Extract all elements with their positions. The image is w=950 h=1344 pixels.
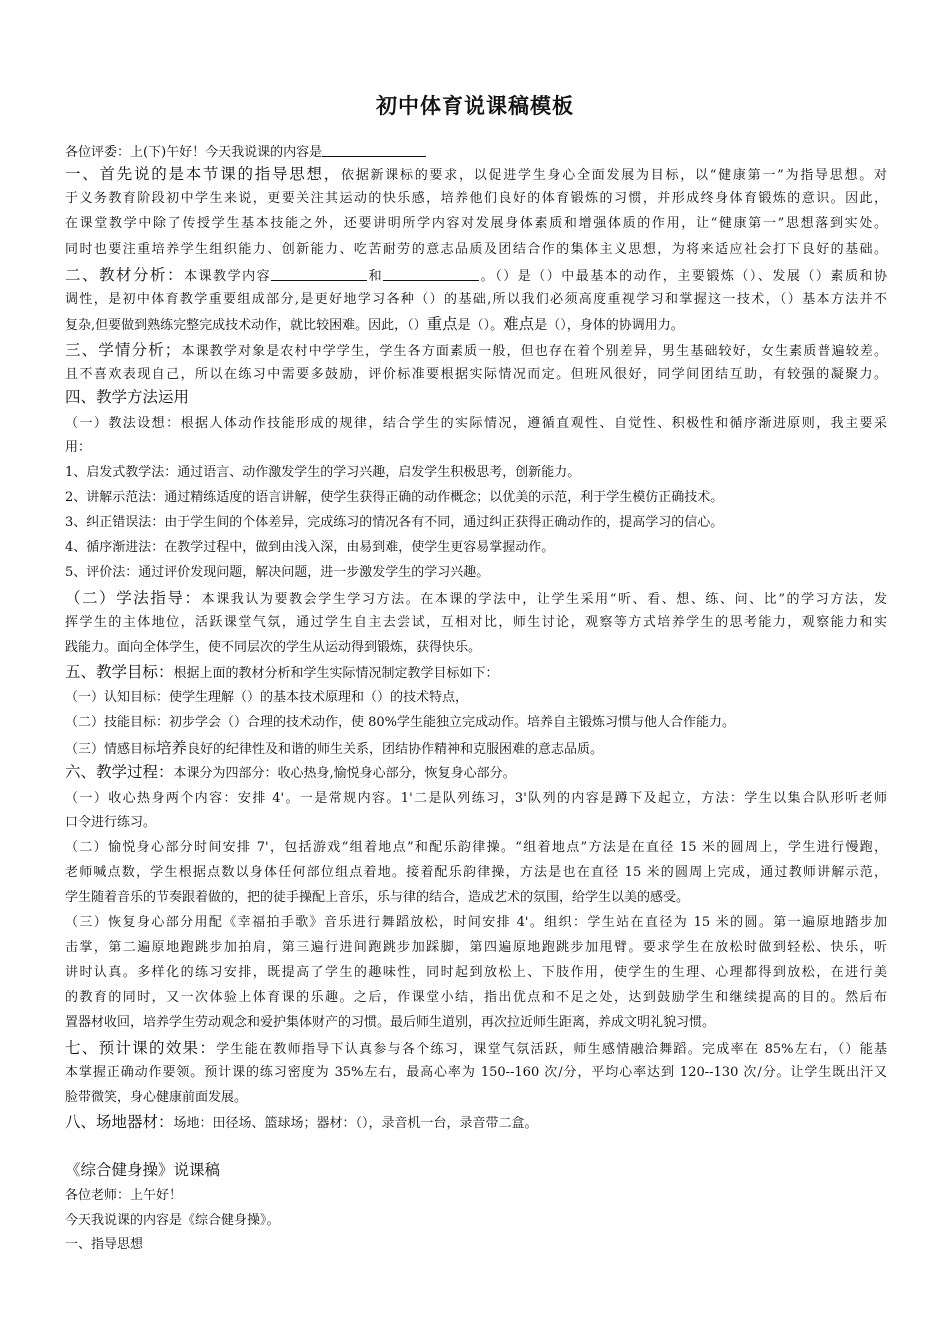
s4-line-1: （一）教法设想：根据人体动作技能形成的规律，结合学生的实际情况，遵循直观性、自觉性、积极性和循序渐进原则，我主要采 bbox=[65, 416, 887, 431]
doc2-title: 《综合健身操》说课稿 bbox=[65, 1161, 221, 1179]
s6-part1-line-1: （一）收心热身两个内容：安排 4'。一是常规内容。1'二是队列练习，3'队列的内容是蹲下及起立，方法：学生以集合队形听老师 bbox=[65, 791, 887, 806]
s6-heading: 六、教学过程： bbox=[65, 764, 174, 781]
intro-line bbox=[65, 144, 887, 161]
s4b-heading: （二）学法指导： bbox=[65, 590, 202, 607]
s1-line-3: 在课堂教学中除了传授学生基本技能之外，还要讲明所学内容对发展身体素质和增强体质的作用，让“健康第一”思想落到实处。 bbox=[65, 216, 887, 231]
s2-line-1 bbox=[65, 267, 887, 285]
s6-part3-line-5: 置器材收回，培养学生劳动观念和爱护集体财产的习惯。最后师生道别，再次拉近师生距离，养成文明礼貌习惯。 bbox=[65, 1015, 716, 1030]
s7-text-1: 学生能在教师指导下认真参与各个练习，课堂气氛活跃，师生感情融洽舞蹈。完成率在 85%左右，（）能基 bbox=[216, 1042, 887, 1057]
s6-part1-line-2: 口令进行练习。 bbox=[65, 815, 157, 830]
s4-line-2: 用： bbox=[65, 440, 92, 455]
goal-skill: （二）技能目标：初步学会（）合理的技术动作，使 80%学生能独立完成动作。培养自主锻炼习惯与他人合作能力。 bbox=[65, 715, 736, 730]
blank-1 bbox=[271, 268, 367, 281]
s2-text-1c: 。（）是（）中最基本的动作，主要锻炼（）、发展（）素质和协 bbox=[479, 269, 887, 284]
goal-cognitive: （一）认知目标：使学生理解（）的基本技术原理和（）的技术特点， bbox=[65, 690, 469, 705]
doc2-intro: 今天我说课的内容是《综合健身操》。 bbox=[65, 1213, 280, 1228]
s2-text-3c: 是（）。 bbox=[457, 318, 504, 333]
method-4: 4、循序渐进法：在教学过程中，做到由浅入深，由易到难，使学生更容易掌握动作。 bbox=[65, 540, 555, 555]
s4b-line-1 bbox=[65, 590, 887, 608]
key-point-label: 重点 bbox=[426, 316, 458, 333]
s4b-line-2: 挥学生的主体地位，活跃课堂气氛，通过学生自主去尝试，互相对比，师生讨论，观察等方式培养学生的思考能力，观察能力和实 bbox=[65, 615, 887, 630]
s7-heading: 七、预计课的效果： bbox=[65, 1040, 217, 1057]
s4b-line-3: 践能力。面向全体学生，使不同层次的学生从运动得到锻炼，获得快乐。 bbox=[65, 640, 482, 655]
s7-line-1 bbox=[65, 1040, 887, 1058]
s6-part3-line-2: 击掌，第二遍原地跑跳步加拍肩，第三遍行进间跑跳步加踩脚，第四遍原地跑跳步加甩臂。要求学生在放松时做到轻松、快乐，听 bbox=[65, 940, 887, 955]
method-2: 2、讲解示范法：通过精练适度的语言讲解，使学生获得正确的动作概念；以优美的示范，利于学生模仿正确技术。 bbox=[65, 490, 724, 505]
method-1: 1、启发式教学法：通过语言、动作激发学生的学习兴趣，启发学生积极思考，创新能力。 bbox=[65, 465, 581, 480]
s6-part2-line-1: （二）愉悦身心部分时间安排 7'，包括游戏“组着地点”和配乐韵律操。“组着地点”方法是在直径 15 米的圆周上，学生进行慢跑， bbox=[65, 840, 887, 855]
doc2-section-1: 一、指导思想 bbox=[65, 1237, 144, 1252]
s6-part3-line-4: 的教育的同时，又一次体验上体育课的乐趣。之后，作课堂小结，指出优点和不足之处，达到鼓励学生和继续提高的目的。然后布 bbox=[65, 990, 887, 1005]
intro-text: 各位评委：上(下)午好！今天我说课的内容是 bbox=[65, 145, 323, 160]
s5-text-1: 根据上面的教材分析和学生实际情况制定教学目标如下： bbox=[173, 666, 499, 681]
s2-heading: 二、教材分析： bbox=[65, 267, 185, 284]
s8-text-1: 场地：田径场、篮球场；器材：（），录音机一台，录音带二盒。 bbox=[173, 1116, 538, 1131]
goal-emotion-c: 良好的纪律性及和谐的师生关系，团结协作精神和克服困难的意志品质。 bbox=[187, 742, 604, 757]
s2-line-3 bbox=[65, 316, 887, 334]
s8-line-1 bbox=[65, 1114, 887, 1132]
blank-2 bbox=[383, 268, 479, 281]
goal-emotion bbox=[65, 740, 887, 758]
s5-heading: 五、教学目标： bbox=[65, 664, 174, 681]
s4-heading: 四、教学方法运用 bbox=[65, 389, 190, 406]
s2-line-2: 调性，是初中体育教学重要组成部分,是更好地学习各种（）的基础,所以我们必须高度重视学习和掌握这一技术，（）基本方法并不 bbox=[65, 292, 887, 307]
goal-emotion-b: 培养 bbox=[156, 740, 188, 757]
s6-line-1 bbox=[65, 764, 887, 782]
s2-text-1b: 和 bbox=[367, 269, 384, 284]
s8-heading: 八、场地器材： bbox=[65, 1114, 174, 1131]
s6-text-1: 本课分为四部分：收心热身,愉悦身心部分，恢复身心部分。 bbox=[173, 766, 516, 781]
s4b-text-1: 本课我认为要教会学生学习方法。在本课的学法中，让学生采用“听、看、想、练、问、比”的学习方法，发 bbox=[201, 592, 887, 607]
s6-part3-line-3: 讲时认真。多样化的练习安排，既提高了学生的趣味性，同时起到放松上、下肢作用，使学生的生理、心理都得到放松，在进行美 bbox=[65, 965, 887, 980]
doc2-greeting: 各位老师：上午好！ bbox=[65, 1188, 183, 1203]
s1-line-2: 于义务教育阶段初中学生来说，更要关注其运动的快乐感，培养他们良好的体育锻炼的习惯，并形成终身体育锻炼的意识。因此， bbox=[65, 191, 887, 206]
s3-text-1: 本课教学对象是农村中学学生，学生各方面素质一般，但也存在着个别差异，男生基础较好，女生素质普遍较差。 bbox=[180, 344, 887, 359]
s6-part2-line-2: 老师喊点数，学生根据点数以身体任何部位组点着地。接着配乐韵律操，方法是也在直径 15 米的圆周上完成，通过教师讲解示范， bbox=[65, 865, 887, 880]
method-5: 5、评价法：通过评价发现问题，解决问题，进一步激发学生的学习兴趣。 bbox=[65, 565, 490, 580]
s7-line-3: 脸带微笑，身心健康前面发展。 bbox=[65, 1090, 248, 1105]
method-3: 3、纠正错误法：由于学生间的个体差异，完成练习的情况各有不同，通过纠正获得正确动作的，提高学习的信心。 bbox=[65, 515, 724, 530]
page-title: 初中体育说课稿模板 bbox=[376, 94, 574, 118]
s1-line-4: 同时也要注重培养学生组织能力、创新能力、吃苦耐劳的意志品质及团结合作的集体主义思想，为将来适应社会打下良好的基础。 bbox=[65, 242, 887, 257]
s2-text-1a: 本课教学内容 bbox=[184, 269, 272, 284]
s2-text-3e: 是（），身体的协调用力。 bbox=[534, 318, 684, 333]
difficulty-label: 难点 bbox=[503, 316, 535, 333]
goal-emotion-a: （三）情感目标 bbox=[65, 742, 157, 757]
s1-text-1: 依据新课标的要求，以促进学生身心全面发展为目标，以“健康第一”为指导思想。对 bbox=[340, 168, 887, 183]
s1-line-1 bbox=[65, 166, 887, 184]
s2-text-3a: 复杂,但要做到熟练完整完成技术动作，就比较困难。因此，（） bbox=[65, 318, 427, 333]
s4-line-head bbox=[65, 389, 887, 407]
s6-part3-line-1: （三）恢复身心部分用配《幸福拍手歌》音乐进行舞蹈放松，时间安排 4'。组织：学生站在直径为 15 米的圆。第一遍原地踏步加 bbox=[65, 915, 887, 930]
s3-heading: 三、学情分析； bbox=[65, 342, 181, 359]
s7-line-2: 本掌握正确动作要领。预计课的练习密度为 35%左右，最高心率为 150--160 次/分，平均心率达到 120--130 次/分。让学生既出汗又 bbox=[65, 1065, 887, 1080]
s3-line-1 bbox=[65, 342, 887, 360]
content-blank bbox=[322, 144, 426, 157]
s1-heading: 一、首先说的是本节课的指导思想， bbox=[65, 166, 341, 183]
s6-part2-line-3: 学生随着音乐的节奏跟着做的，把的徒手操配上音乐，乐与律的结合，造成艺术的氛围，给学生以美的感受。 bbox=[65, 890, 690, 905]
s5-line-1 bbox=[65, 664, 887, 682]
s3-line-2: 且不喜欢表现自己，所以在练习中需要多鼓励，评价标准要根据实际情况而定。但班风很好，同学间团结互助，有较强的凝聚力。 bbox=[65, 367, 887, 382]
